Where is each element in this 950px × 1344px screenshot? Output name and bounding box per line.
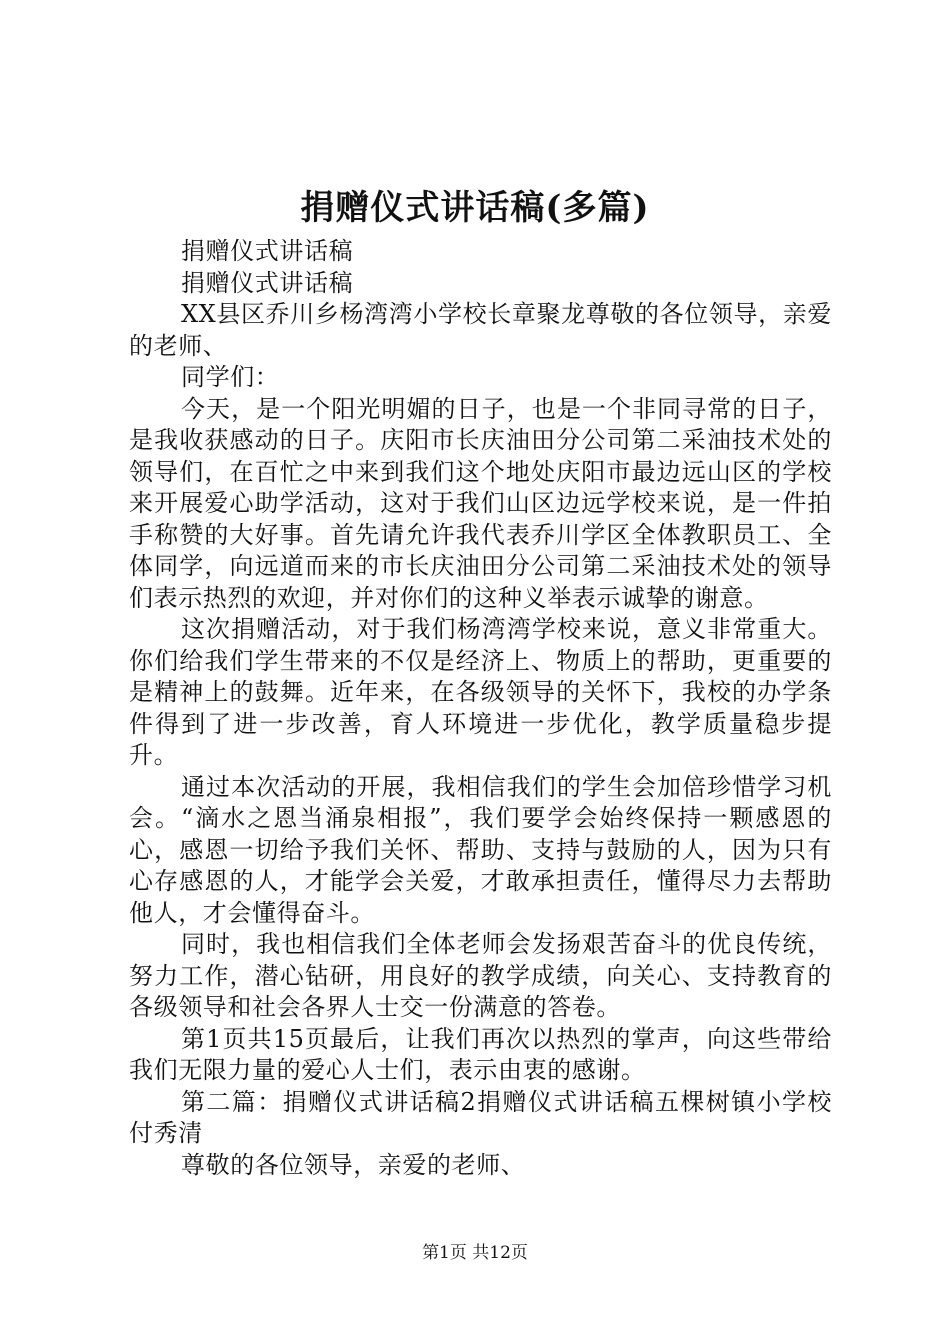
document-title: 捐赠仪式讲话稿(多篇) — [300, 188, 650, 228]
paragraph: XX县区乔川乡杨湾湾小学校长章聚龙尊敬的各位领导，亲爱的老师、 — [129, 300, 832, 360]
paragraph: 捐赠仪式讲话稿 — [181, 237, 354, 265]
paragraph: 第二篇：捐赠仪式讲话稿2捐赠仪式讲话稿五棵树镇小学校付秀清 — [129, 1087, 832, 1147]
paragraph: 同学们： — [181, 363, 280, 391]
paragraph: 尊敬的各位领导，亲爱的老师、 — [181, 1150, 526, 1179]
page-footer: 第1页 共12页 — [422, 1243, 528, 1263]
paragraph: 通过本次活动的开展，我相信我们的学生会加倍珍惜学习机会。“滴水之恩当涌泉相报”，我们要学会始终保持一颗感恩的心，感恩一切给予我们关怀、帮助、支持与鼓励的人，因为只有心存感恩的人，才能学会关爱，才敢承担责任，懂得尽力去帮助他人，才会懂得奋斗。 — [129, 772, 832, 927]
paragraph: 同时，我也相信我们全体老师会发扬艰苦奋斗的优良传统，努力工作，潜心钻研，用良好的教学成绩，向关心、支持教育的各级领导和社会各界人士交一份满意的答卷。 — [129, 930, 832, 1021]
paragraph: 这次捐赠活动，对于我们杨湾湾学校来说，意义非常重大。你们给我们学生带来的不仅是经济上、物质上的帮助，更重要的是精神上的鼓舞。近年来，在各级领导的关怀下，我校的办学条件得到了进一步改善，育人环境进一步优化，教学质量稳步提升。 — [129, 615, 832, 769]
paragraph: 第1页共15页最后，让我们再次以热烈的掌声，向这些带给我们无限力量的爱心人士们，表示由衷的感谢。 — [129, 1024, 832, 1084]
paragraph: 今天，是一个阳光明媚的日子，也是一个非同寻常的日子，是我收获感动的日子。庆阳市长庆油田分公司第二采油技术处的领导们，在百忙之中来到我们这个地处庆阳市最边远山区的学校来开展爱心助学活动，这对于我们山区边远学校来说，是一件拍手称赞的大好事。首先请允许我代表乔川学区全体教职员工、全体同学，向远道而来的市长庆油田分公司第二采油技术处的领导们表示热烈的欢迎，并对你们的这种义举表示诚挚的谢意。 — [129, 394, 832, 612]
document-body — [129, 236, 832, 1181]
paragraph: 捐赠仪式讲话稿 — [181, 268, 354, 297]
